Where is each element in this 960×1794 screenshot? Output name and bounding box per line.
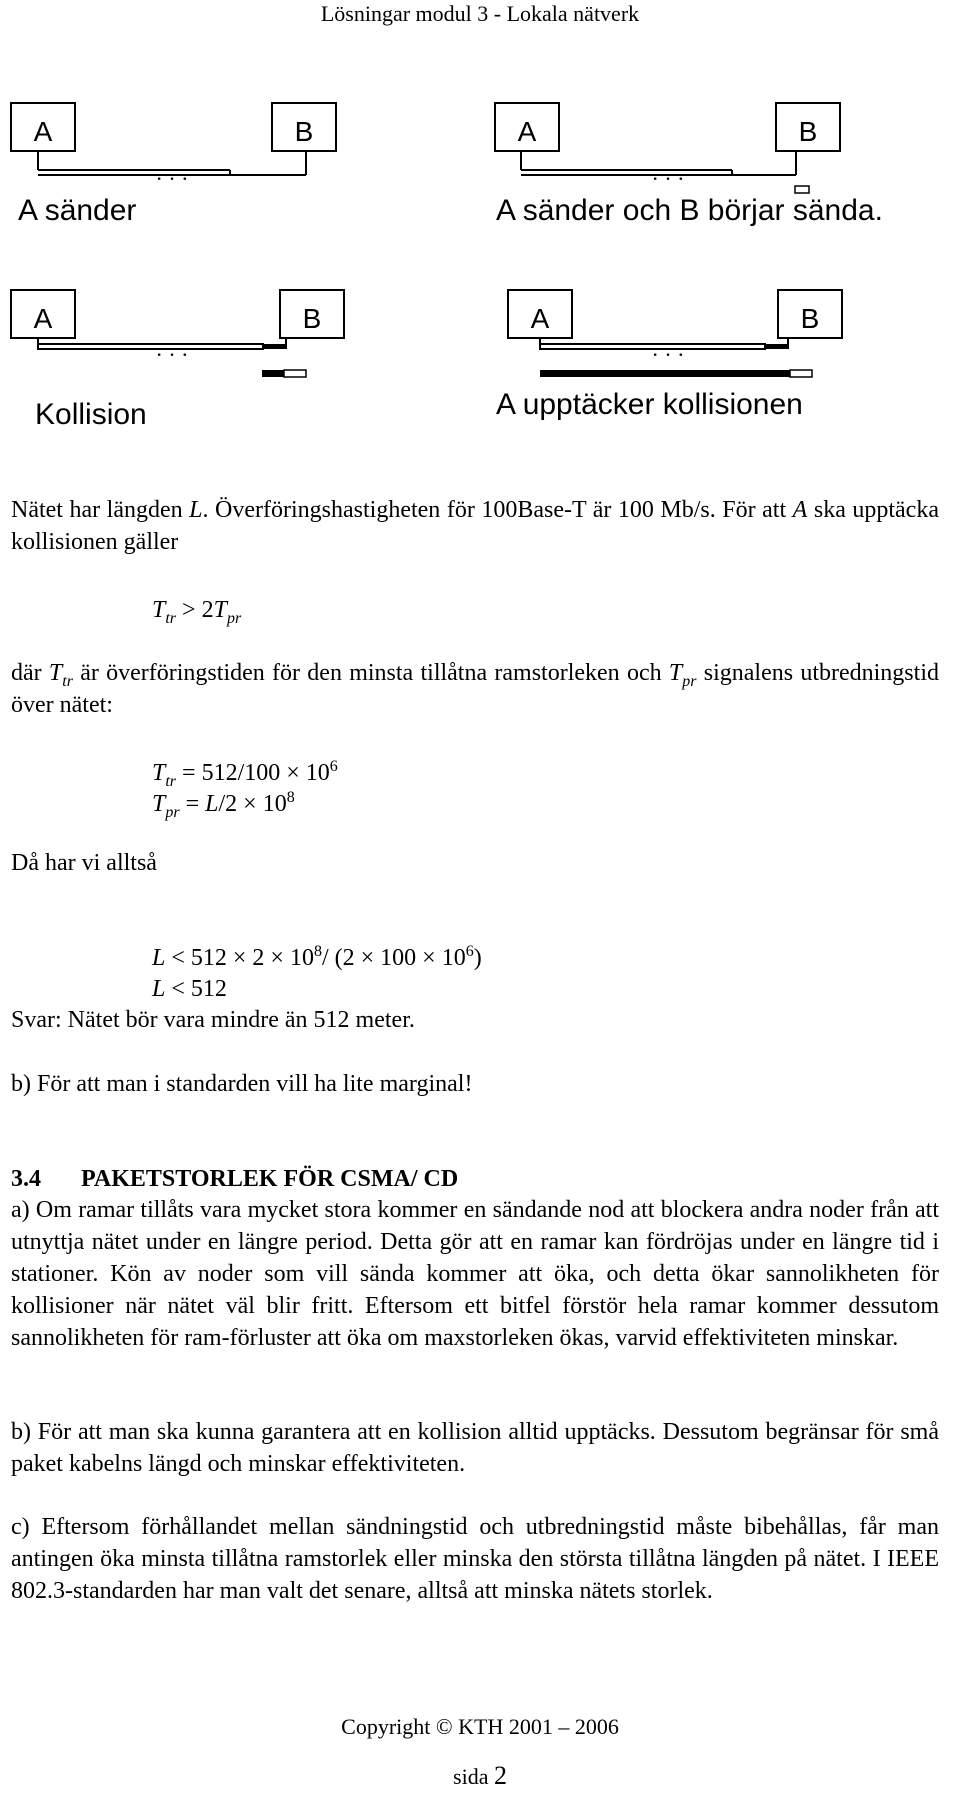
- page-number: sida 2: [453, 1761, 507, 1790]
- panel-caption: A sänder: [18, 194, 137, 227]
- then-text: Då har vi alltså: [11, 850, 157, 876]
- node-a-label: A: [517, 116, 537, 147]
- node-a-label: A: [33, 303, 53, 334]
- answer-text: Svar: Nätet bör vara mindre än 512 meter.: [11, 1007, 415, 1033]
- section-paragraph-a: a) Om ramar tillåts vara mycket stora kommer en sändande nod att blockera andra noder från att utnyttja nätet under en längre period. Detta gör att en ramar kan fördröjas under en längre tid i stationer. Kön av noder som vill sända kommer att öka, och detta ökar sannolikheten för kollisioner när nätet väl blir fritt. Eftersom ett bitfel förstör hela ramar kommer dessutom sannolikheten för ram-förluster att öka om maxstorleken ökas, varvid effektiviteten minskar.: [11, 1197, 939, 1351]
- node-b-label: B: [294, 116, 314, 147]
- definition-paragraph: där $T_{tr}$ är överföringstiden för den minsta tillåtna ramstorleken och $T_{pr}$ signalens utbredningstid över nätet:: [11, 660, 939, 718]
- cable-dots: · · ·: [155, 342, 189, 367]
- b-answer-text: b) För att man i standarden vill ha lite marginal!: [11, 1071, 473, 1097]
- panel-a-and-b-send: [495, 103, 883, 227]
- node-b-label: B: [800, 303, 820, 334]
- section-number: 3.4: [11, 1166, 41, 1192]
- panel-a-sends: [11, 103, 336, 227]
- collision-figure: [0, 0, 960, 440]
- section-heading: [11, 1163, 458, 1195]
- panel-a-detects-collision: [496, 290, 842, 421]
- node-a-label: A: [530, 303, 550, 334]
- section-paragraph-c: c) Eftersom förhållandet mellan sändningstid och utbredningstid måste bibehållas, får man antingen öka minsta tillåtna ramstorlek eller minska den största tillåtna längden på nätet. I IEEE 802.3-standarden har man valt det senare, alltså att minska nätets storlek.: [11, 1514, 939, 1604]
- panel-collision: [11, 290, 344, 431]
- equation-length-bound: $L < 512 \times 2 \times 10^8/$ $(2 \times 100 \times 10^6)$: [152, 943, 482, 971]
- cable-dots: · · ·: [155, 166, 189, 191]
- panel-caption: A sänder och B börjar sända.: [496, 194, 883, 227]
- node-b-label: B: [302, 303, 322, 334]
- copyright-footer: Copyright © KTH 2001 – 2006: [341, 1714, 619, 1739]
- equation-ttr: $T_{tr} = 512/100 \times 10^6$: [152, 758, 338, 790]
- cable-dots: · · ·: [651, 342, 685, 367]
- section-title: PAKETSTORLEK FÖR CSMA/ CD: [81, 1166, 459, 1192]
- cable-dots: · · ·: [651, 166, 685, 191]
- page-header: Lösningar modul 3 - Lokala nätverk: [320, 1, 640, 26]
- section-paragraph-b: b) För att man ska kunna garantera att en kollision alltid upptäcks. Dessutom begränsar för små paket kabelns längd och minskar effektiviteten.: [11, 1419, 939, 1477]
- panel-caption: A upptäcker kollisionen: [496, 388, 803, 421]
- inequality-ttr-tpr: $T_{tr} > 2T_{pr}$: [152, 597, 242, 627]
- node-b-label: B: [798, 116, 818, 147]
- intro-paragraph: Nätet har längden L. Överföringshastigheten för 100Base-T är 100 Mb/s. För att A ska upptäcka kollisionen gäller: [11, 497, 939, 555]
- equation-tpr: $T_{pr} = L/2 \times 10^8$: [152, 789, 295, 821]
- node-a-label: A: [33, 116, 53, 147]
- equation-length-result: L < 512: [152, 976, 227, 1002]
- panel-caption: Kollision: [35, 398, 147, 431]
